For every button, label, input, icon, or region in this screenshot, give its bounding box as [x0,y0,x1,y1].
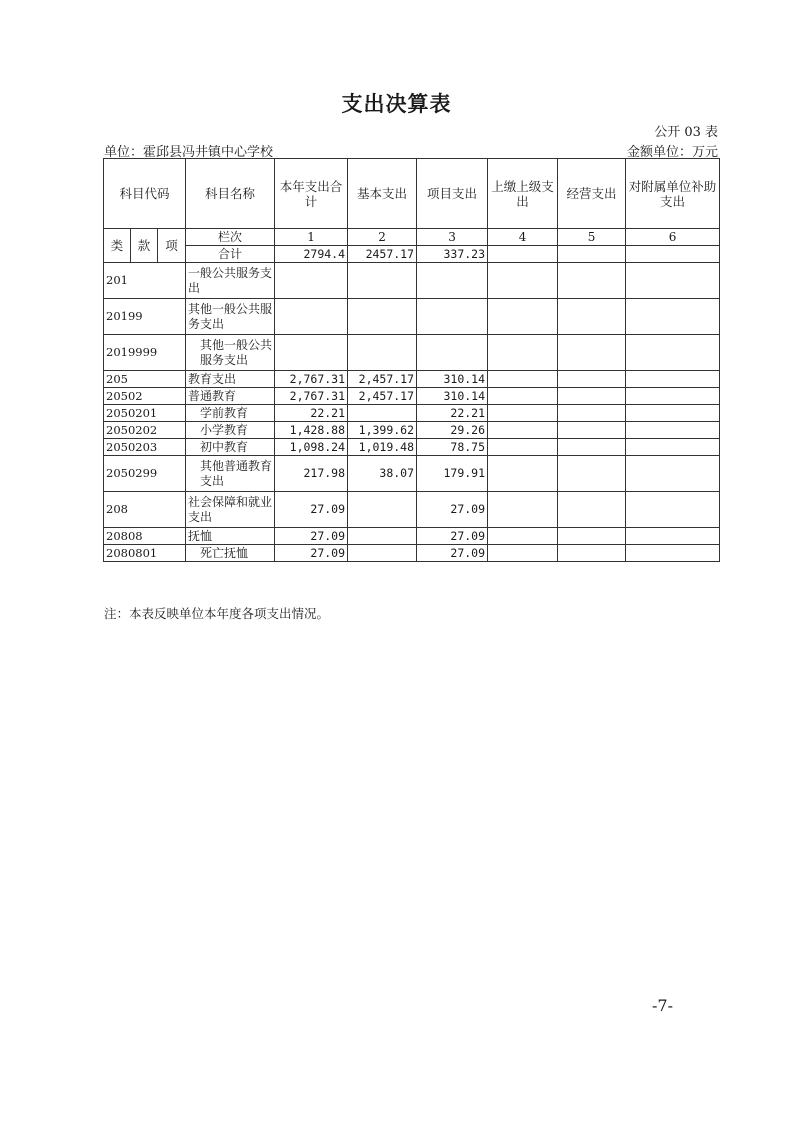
row-code: 20808 [104,528,186,545]
header-kuan: 款 [131,229,158,263]
row-total: 22.21 [275,405,348,422]
row-basic: 1,399.62 [348,422,417,439]
row-name: 教育支出 [186,371,275,388]
total-subsidiary [626,246,720,263]
table-row [104,422,720,439]
row-subsidiary [626,405,720,422]
row-name: 小学教育 [186,422,275,439]
row-basic [348,299,417,335]
unit-label: 单位：霍邱县冯井镇中心学校 [104,145,274,160]
row-basic [348,263,417,299]
row-subsidiary [626,299,720,335]
row-project: 310.14 [417,371,488,388]
total-upper [488,246,558,263]
total-business [558,246,626,263]
expenditure-table [103,158,720,562]
table-row [104,335,720,371]
row-basic: 38.07 [348,456,417,492]
row-basic [348,545,417,562]
row-project [417,299,488,335]
header-basic: 基本支出 [348,159,417,229]
header-xiang: 项 [158,229,186,263]
row-name: 普通教育 [186,388,275,405]
table-row [104,263,720,299]
row-name: 一般公共服务支出 [186,263,275,299]
row-total: 2,767.31 [275,388,348,405]
row-business [558,335,626,371]
row-name: 死亡抚恤 [186,545,275,562]
row-business [558,388,626,405]
column-number-row [104,229,720,246]
table-row [104,371,720,388]
row-total: 27.09 [275,528,348,545]
header-code: 科目代码 [104,159,186,229]
row-subsidiary [626,528,720,545]
row-code: 2050203 [104,439,186,456]
row-total: 27.09 [275,492,348,528]
row-basic [348,405,417,422]
header-lei: 类 [104,229,131,263]
row-name: 其他一般公共服务支出 [186,299,275,335]
col-number: 3 [417,229,488,246]
row-project [417,263,488,299]
row-basic: 2,457.17 [348,371,417,388]
table-row [104,439,720,456]
row-code: 2050299 [104,456,186,492]
table-row [104,528,720,545]
header-upper: 上缴上级支出 [488,159,558,229]
header-row [104,159,720,229]
row-upper [488,422,558,439]
row-project: 78.75 [417,439,488,456]
row-business [558,371,626,388]
row-subsidiary [626,439,720,456]
total-project: 337.23 [417,246,488,263]
col-number: 6 [626,229,720,246]
row-subsidiary [626,545,720,562]
total-label: 合计 [186,246,275,263]
row-name: 其他普通教育支出 [186,456,275,492]
row-project: 310.14 [417,388,488,405]
header-lanci: 栏次 [186,229,275,246]
row-business [558,492,626,528]
row-name: 学前教育 [186,405,275,422]
row-project [417,335,488,371]
table-row [104,456,720,492]
row-code: 20502 [104,388,186,405]
row-upper [488,299,558,335]
row-business [558,528,626,545]
row-business [558,263,626,299]
col-number: 2 [348,229,417,246]
row-project: 22.21 [417,405,488,422]
row-code: 201 [104,263,186,299]
header-total: 本年支出合计 [275,159,348,229]
total-basic: 2457.17 [348,246,417,263]
total-row [104,246,720,263]
row-code: 2019999 [104,335,186,371]
row-code: 20199 [104,299,186,335]
header-business: 经营支出 [558,159,626,229]
row-business [558,439,626,456]
row-business [558,545,626,562]
form-number: 公开 03 表 [654,125,718,140]
row-basic: 2,457.17 [348,388,417,405]
row-subsidiary [626,422,720,439]
header-subsidiary: 对附属单位补助支出 [626,159,720,229]
row-name: 其他一般公共服务支出 [186,335,275,371]
table-row [104,388,720,405]
header-name: 科目名称 [186,159,275,229]
row-upper [488,528,558,545]
row-upper [488,388,558,405]
row-upper [488,439,558,456]
row-basic: 1,019.48 [348,439,417,456]
row-upper [488,263,558,299]
row-name: 社会保障和就业支出 [186,492,275,528]
row-code: 2050201 [104,405,186,422]
row-name: 抚恤 [186,528,275,545]
table-row [104,299,720,335]
row-subsidiary [626,492,720,528]
page-title: 支出决算表 [341,92,452,116]
total-total: 2794.4 [275,246,348,263]
row-total: 27.09 [275,545,348,562]
row-project: 27.09 [417,528,488,545]
row-basic [348,528,417,545]
row-code: 2050202 [104,422,186,439]
header-project: 项目支出 [417,159,488,229]
row-subsidiary [626,388,720,405]
row-total [275,299,348,335]
row-business [558,456,626,492]
row-total: 1,098.24 [275,439,348,456]
col-number: 5 [558,229,626,246]
table-row [104,405,720,422]
col-number: 4 [488,229,558,246]
row-subsidiary [626,371,720,388]
amount-unit-label: 金额单位：万元 [626,145,718,160]
row-total: 2,767.31 [275,371,348,388]
col-number: 1 [275,229,348,246]
row-project: 27.09 [417,545,488,562]
table-row [104,492,720,528]
row-upper [488,371,558,388]
table-row [104,545,720,562]
row-basic [348,335,417,371]
row-code: 2080801 [104,545,186,562]
row-project: 29.26 [417,422,488,439]
row-subsidiary [626,263,720,299]
row-upper [488,405,558,422]
row-business [558,405,626,422]
row-total: 1,428.88 [275,422,348,439]
row-code: 205 [104,371,186,388]
table-note: 注：本表反映单位本年度各项支出情况。 [104,606,330,621]
row-total [275,263,348,299]
row-total: 217.98 [275,456,348,492]
row-basic [348,492,417,528]
row-name: 初中教育 [186,439,275,456]
row-subsidiary [626,456,720,492]
row-total [275,335,348,371]
row-upper [488,335,558,371]
row-project: 27.09 [417,492,488,528]
row-upper [488,545,558,562]
row-business [558,422,626,439]
row-upper [488,492,558,528]
row-business [558,299,626,335]
row-upper [488,456,558,492]
row-subsidiary [626,335,720,371]
row-code: 208 [104,492,186,528]
row-project: 179.91 [417,456,488,492]
page-number: -7- [652,996,673,1015]
table-body [104,159,720,562]
